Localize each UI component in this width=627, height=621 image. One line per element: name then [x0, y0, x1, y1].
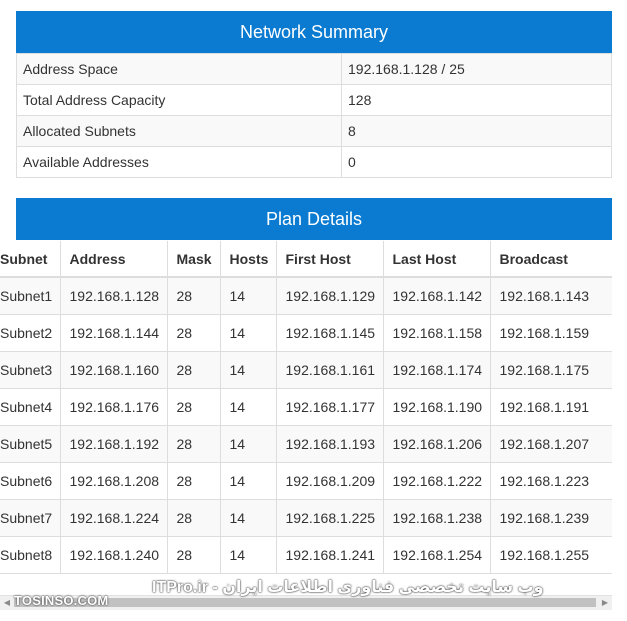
column-header-hosts: Hosts — [220, 241, 276, 277]
table-header-row — [0, 241, 612, 277]
cell-broadcast: 192.168.1.143 — [490, 277, 612, 315]
cell-broadcast: 192.168.1.191 — [490, 389, 612, 426]
cell-address: 192.168.1.144 — [60, 315, 167, 352]
cell-broadcast: 192.168.1.175 — [490, 352, 612, 389]
table-row — [0, 463, 612, 500]
summary-label: Available Addresses — [17, 147, 342, 178]
summary-value: 128 — [342, 85, 612, 116]
network-summary-title: Network Summary — [16, 11, 612, 53]
watermark-persian: ITPro.ir - وب سایت تخصصی فناوری اطلاعات ایران — [152, 579, 544, 596]
plan-details-panel — [16, 198, 612, 240]
cell-first-host: 192.168.1.161 — [276, 352, 383, 389]
cell-last-host: 192.168.1.174 — [383, 352, 490, 389]
summary-label: Allocated Subnets — [17, 116, 342, 147]
table-row — [0, 537, 612, 574]
cell-hosts: 14 — [220, 500, 276, 537]
cell-mask: 28 — [167, 500, 220, 537]
plan-details-scroll-area[interactable] — [0, 241, 612, 577]
cell-hosts: 14 — [220, 277, 276, 315]
column-header-subnet: Subnet — [0, 241, 60, 277]
summary-row — [17, 85, 612, 116]
cell-address: 192.168.1.192 — [60, 426, 167, 463]
cell-first-host: 192.168.1.225 — [276, 500, 383, 537]
table-row — [0, 277, 612, 315]
summary-value: 0 — [342, 147, 612, 178]
cell-last-host: 192.168.1.142 — [383, 277, 490, 315]
scroll-right-icon[interactable]: ▶ — [601, 598, 609, 607]
summary-row — [17, 147, 612, 178]
cell-last-host: 192.168.1.254 — [383, 537, 490, 574]
cell-subnet: Subnet7 — [0, 500, 60, 537]
column-header-broadcast: Broadcast — [490, 241, 612, 277]
cell-subnet: Subnet1 — [0, 277, 60, 315]
cell-hosts: 14 — [220, 426, 276, 463]
plan-details-table — [0, 241, 612, 574]
cell-subnet: Subnet8 — [0, 537, 60, 574]
column-header-address: Address — [60, 241, 167, 277]
cell-subnet: Subnet6 — [0, 463, 60, 500]
summary-value: 192.168.1.128 / 25 — [342, 54, 612, 85]
plan-details-title: Plan Details — [16, 198, 612, 240]
watermark-site: TOSINSO.COM — [14, 593, 109, 608]
cell-last-host: 192.168.1.222 — [383, 463, 490, 500]
cell-broadcast: 192.168.1.239 — [490, 500, 612, 537]
network-summary-table — [16, 53, 612, 178]
cell-broadcast: 192.168.1.207 — [490, 426, 612, 463]
cell-mask: 28 — [167, 537, 220, 574]
cell-mask: 28 — [167, 426, 220, 463]
table-row — [0, 315, 612, 352]
column-header-last-host: Last Host — [383, 241, 490, 277]
cell-address: 192.168.1.176 — [60, 389, 167, 426]
cell-first-host: 192.168.1.209 — [276, 463, 383, 500]
cell-hosts: 14 — [220, 537, 276, 574]
cell-hosts: 14 — [220, 389, 276, 426]
table-row — [0, 389, 612, 426]
cell-last-host: 192.168.1.158 — [383, 315, 490, 352]
cell-broadcast: 192.168.1.159 — [490, 315, 612, 352]
cell-address: 192.168.1.240 — [60, 537, 167, 574]
table-row — [0, 352, 612, 389]
cell-first-host: 192.168.1.129 — [276, 277, 383, 315]
cell-mask: 28 — [167, 389, 220, 426]
cell-subnet: Subnet3 — [0, 352, 60, 389]
summary-value: 8 — [342, 116, 612, 147]
cell-last-host: 192.168.1.206 — [383, 426, 490, 463]
network-summary-panel — [16, 11, 612, 178]
cell-hosts: 14 — [220, 463, 276, 500]
table-row — [0, 426, 612, 463]
cell-address: 192.168.1.128 — [60, 277, 167, 315]
cell-address: 192.168.1.160 — [60, 352, 167, 389]
cell-hosts: 14 — [220, 315, 276, 352]
cell-broadcast: 192.168.1.223 — [490, 463, 612, 500]
cell-hosts: 14 — [220, 352, 276, 389]
summary-label: Total Address Capacity — [17, 85, 342, 116]
summary-row — [17, 54, 612, 85]
cell-subnet: Subnet5 — [0, 426, 60, 463]
cell-subnet: Subnet4 — [0, 389, 60, 426]
cell-address: 192.168.1.208 — [60, 463, 167, 500]
summary-label: Address Space — [17, 54, 342, 85]
cell-last-host: 192.168.1.238 — [383, 500, 490, 537]
table-row — [0, 500, 612, 537]
cell-subnet: Subnet2 — [0, 315, 60, 352]
cell-last-host: 192.168.1.190 — [383, 389, 490, 426]
cell-mask: 28 — [167, 352, 220, 389]
cell-mask: 28 — [167, 463, 220, 500]
cell-first-host: 192.168.1.145 — [276, 315, 383, 352]
column-header-mask: Mask — [167, 241, 220, 277]
cell-mask: 28 — [167, 315, 220, 352]
summary-row — [17, 116, 612, 147]
cell-first-host: 192.168.1.241 — [276, 537, 383, 574]
scroll-left-icon[interactable]: ◀ — [3, 598, 11, 607]
column-header-first-host: First Host — [276, 241, 383, 277]
cell-mask: 28 — [167, 277, 220, 315]
cell-first-host: 192.168.1.177 — [276, 389, 383, 426]
cell-first-host: 192.168.1.193 — [276, 426, 383, 463]
cell-address: 192.168.1.224 — [60, 500, 167, 537]
cell-broadcast: 192.168.1.255 — [490, 537, 612, 574]
